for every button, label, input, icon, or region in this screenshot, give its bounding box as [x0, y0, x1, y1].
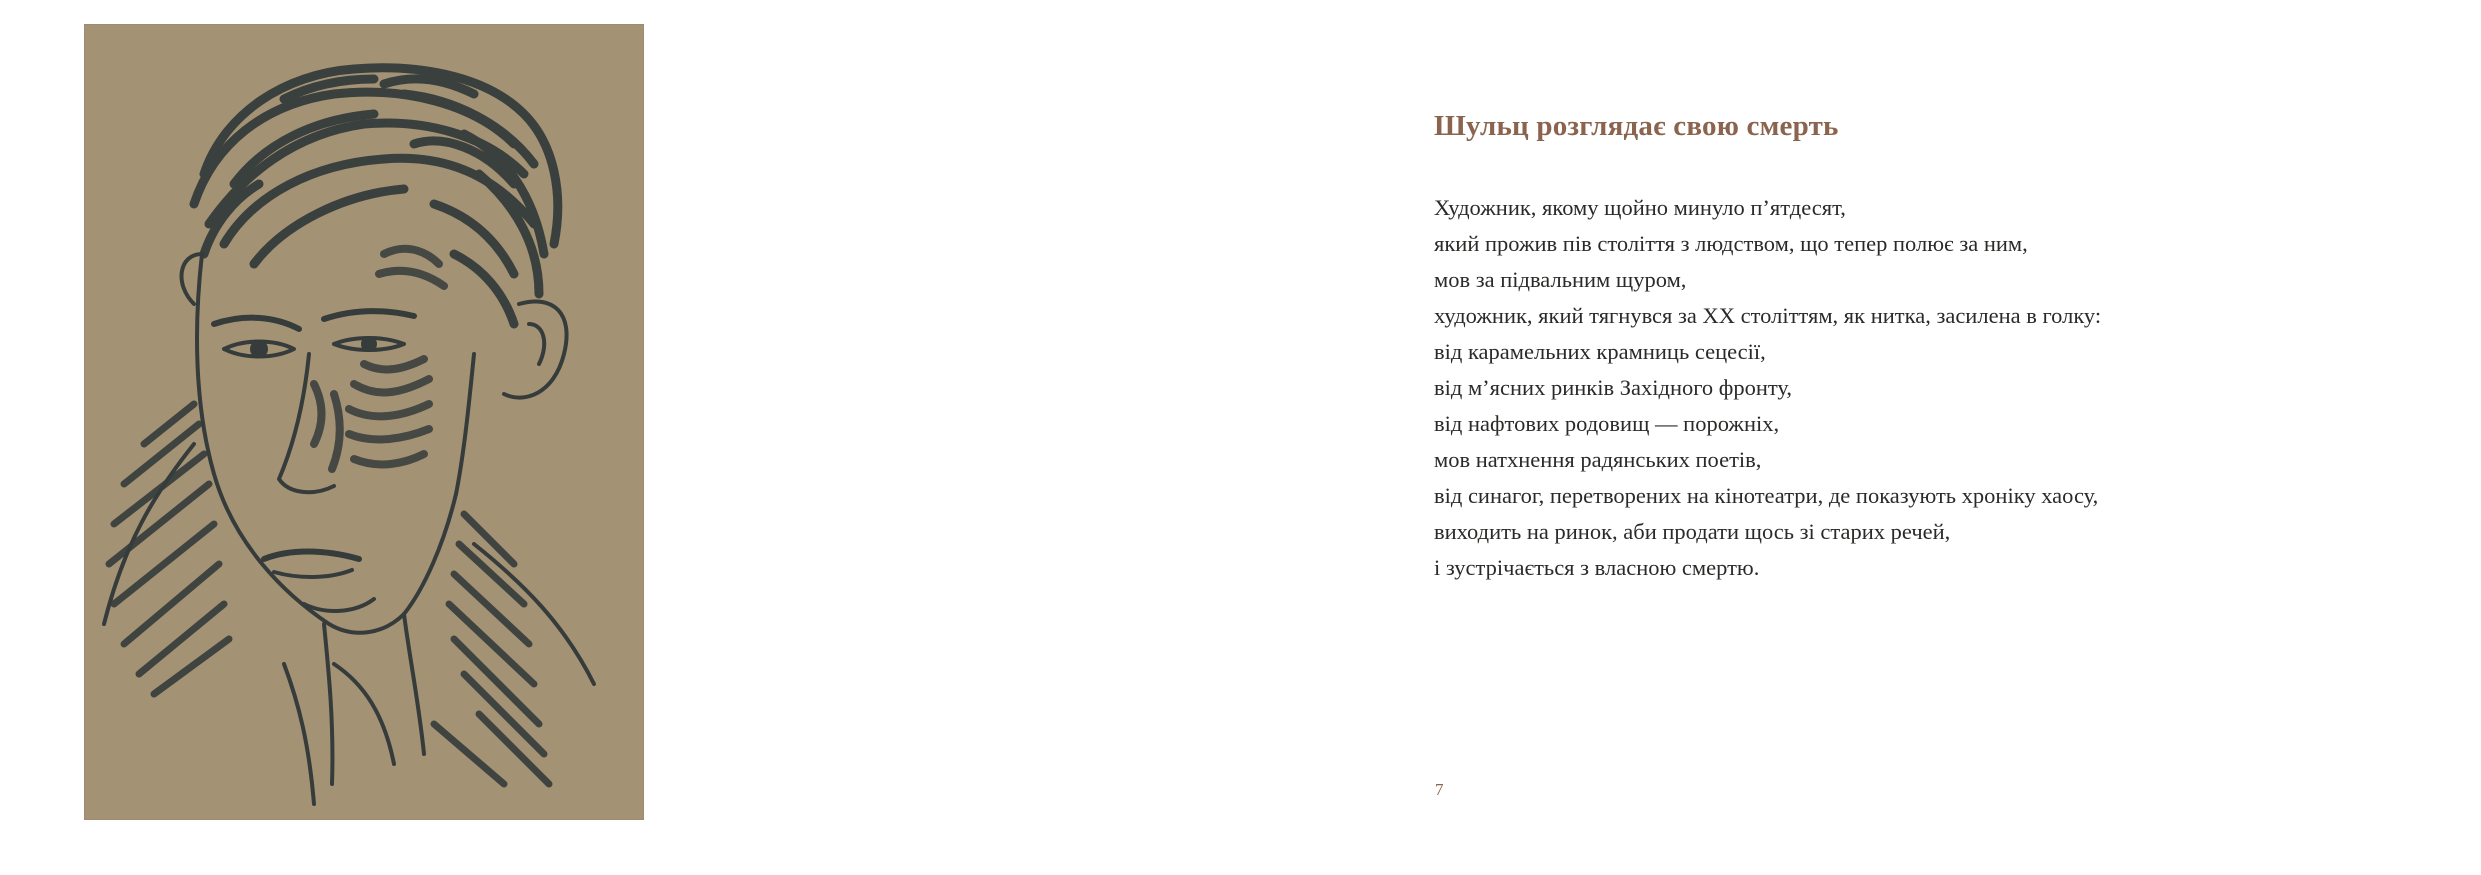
poem-line: мов натхнення радянських поетів,: [1434, 447, 1762, 472]
poem-line: від нафтових родовищ — порожніх,: [1434, 411, 1780, 436]
poem-body: [1434, 190, 2101, 586]
portrait-sketch: [84, 24, 644, 820]
poem-line: від синагог, перетворених на кінотеатри, де показують хроніку хаосу,: [1434, 483, 2099, 508]
poem-line: Художник, якому щойно минуло п’ятдесят,: [1434, 195, 1846, 220]
text-page: [1434, 0, 2434, 875]
poem-line: який прожив пів століття з людством, що тепер полює за ним,: [1434, 231, 2028, 256]
poem-line: художник, який тягнувся за ХХ століттям, як нитка, засилена в голку:: [1434, 303, 2102, 328]
poem-line: виходить на ринок, аби продати щось зі старих речей,: [1434, 519, 1951, 544]
poem-line: від карамельних крамниць сецесії,: [1434, 339, 1766, 364]
page-number: 7: [1435, 780, 1444, 799]
poem-line: і зустрічається з власною смертю.: [1434, 555, 1760, 580]
poem-title: Шульц розглядає свою смерть: [1434, 110, 1839, 142]
poem-line: мов за підвальним щуром,: [1434, 267, 1687, 292]
poem-line: від м’ясних ринків Західного фронту,: [1434, 375, 1793, 400]
portrait-illustration: [84, 24, 644, 820]
